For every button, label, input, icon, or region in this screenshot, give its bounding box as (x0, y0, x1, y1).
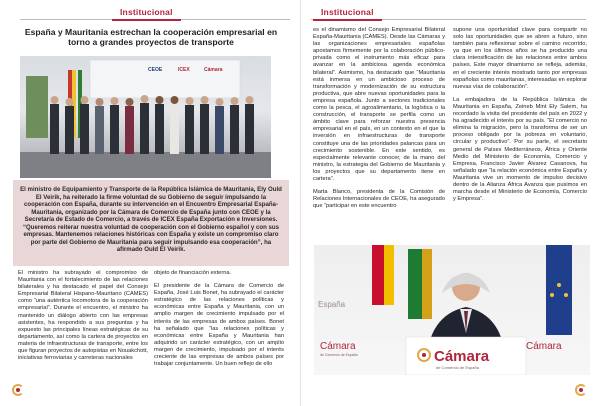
podium-brand: Cámara (434, 348, 490, 365)
left-column-1 (18, 270, 148, 362)
page-header (0, 5, 300, 21)
backdrop-logo-ceoe: CEOE (148, 67, 163, 73)
right-page (300, 0, 600, 406)
caption-paragraph-2: “Queremos reiterar nuestra voluntad de cooperación con el Gobierno español y con sus empresas. Mantenemos relaciones históricas con España y existe un compromiso claro por parte del Gobierno de Mauritania para seguir impulsando esa cooperación”, ha afirmado Ould El Veirik. (22, 223, 279, 253)
backdrop-logo-camara: Cámara (204, 67, 223, 73)
body-paragraph: La embajadora de la República Islámica de Mauritania en España, Zeineb Mint Ely Salem, ha recordado la visita del presidente del país en 2022 y ha agradecido el interés por su país. “El comercio no elimina la migración, pero la transforma de ser un proceso obligado por la pobreza en voluntario, circular y productivo”. Por su parte, el secretario general de Países Mediterráneos, África y Oriente Medio del Ministerio de Economía, Comercio y Empresa, Francisco Javier Álvarez Casanova, ha señalado que “la relación económica entre España y Mauritania vive un momento de impulso decisivo dentro de la Alianza África Avanza que pusimos en marcha desde el Ministerio de Economía, Comercio y Empresa”. (453, 96, 587, 203)
section-label: Institucional (313, 5, 382, 21)
caption-paragraph-1: El ministro de Equipamiento y Transporte de la República Islámica de Mauritania, Ely Ould El Veirik, ha reiterado la firme voluntad de su Gobierno de seguir impulsando la cooperación con España, durante su intervención en el Encuentro Empresarial España-Mauritania, organizado por la Cámara de Comercio de España junto con CEOE y la Secretaría de Estado de Comercio, a través de ICEX España Exportación e Inversiones. (20, 186, 282, 223)
backdrop-brand-right: Cámara (526, 341, 562, 352)
camara-logo-icon (12, 384, 24, 396)
right-column-1 (313, 27, 445, 210)
backdrop-logo-icex: ICEX (178, 67, 190, 73)
podium-brand-sub: de Comercio de España (436, 365, 479, 370)
article-title: España y Mauritania estrechan la cooperación empresarial en torno a grandes proyectos de transporte (24, 27, 278, 47)
backdrop-brand-side-sub: de Comercio de España (320, 353, 358, 357)
body-paragraph: es el dinamismo del Consejo Empresarial Bilateral España-Mauritania (CAMES). Desde las Cámaras y las organizaciones empresariales españolas apostamos firmemente por la colaboración público-privada como el instrumento más eficaz para avanzar en la ambiciosa agenda económica bilateral”. Asimismo, ha destacado que “Mauritania está inmersa en un ambicioso proceso de transformación y modernización de su estructura productiva, que abre nuevas oportunidades para la empresa española. Junto a sectores tradicionales como la pesca, el agroalimentario, la logística o la construcción, el transporte se perfila como un ámbito clave para reforzar nuestra presencia empresarial en el país, en un contexto en el que la inversión en infraestructuras de transporte constituye una de las prioridades palancas para un crecimiento sostenible. En este sentido, es especialmente relevante conocer, de la mano del ministro, la estrategia del Gobierno de Mauritania y los proyectos que su departamento tiene en cartera”. (313, 27, 445, 182)
left-column-2 (154, 270, 284, 368)
page-header (301, 5, 600, 21)
right-column-2 (453, 27, 587, 203)
speaker-photo (314, 245, 590, 375)
group-photo (20, 56, 271, 178)
photo-caption (13, 180, 289, 266)
camara-logo-icon (575, 384, 587, 396)
backdrop-brand-side: Cámara (320, 341, 356, 352)
section-label: Institucional (112, 5, 181, 21)
body-paragraph: supone una oportunidad clave para compartir no solo las oportunidades que se abren a futuro, sino también para reflexionar sobre el camino recorrido, ya que en los últimos años se ha producido una clara intensificación de las relaciones entre ambos países. Este mayor dinamismo se refleja, además, en el creciente interés mostrado tanto por empresas españolas como mauritanas, interesadas en explorar nuevas vías de colaboración”. (453, 27, 587, 90)
body-paragraph: objeto de financiación externa. (154, 270, 232, 276)
backdrop-brand-left: España (318, 300, 346, 309)
body-paragraph: El ministro ha subrayado el compromiso de Mauritania con el fortalecimiento de las relaciones bilaterales y ha destacado el papel del Consejo Empresarial Bilateral Hispano-Mauritano (CAMES) como “una auténtica locomotora de la cooperación empresarial”. Durante el encuentro, el ministro ha mantenido un diálogo abierto con las empresas asistentes, ha respondido a sus preguntas y ha expuesto las principales líneas estratégicas de su departamento, así como la cartera de proyectos en materia de infraestructuras de transporte, entre los que figuran proyectos de autopistas en Nouakchott, iniciativas ferroviarias y carreteras nacionales (18, 270, 148, 362)
body-paragraph: Marta Blanco, presidenta de la Comisión de Relaciones Internacionales de CEOE, ha asegurado que “participar en este encuentro (313, 189, 445, 210)
body-paragraph: El presidente de la Cámara de Comercio de España, José Luis Bonet, ha subrayado el carácter estratégico de las relaciones políticas y económicas entre España y Mauritania, con un amplio margen de crecimiento impulsado por el interés de las empresas de ambos países. Bonet ha señalado que “las relaciones políticas y económicas entre España y Mauritania han adquirido un carácter estratégico, con un amplio margen de crecimiento, impulsado por el interés creciente de las empresas de ambos países por trabajar conjuntamente. Un buen reflejo de ello (154, 283, 284, 368)
